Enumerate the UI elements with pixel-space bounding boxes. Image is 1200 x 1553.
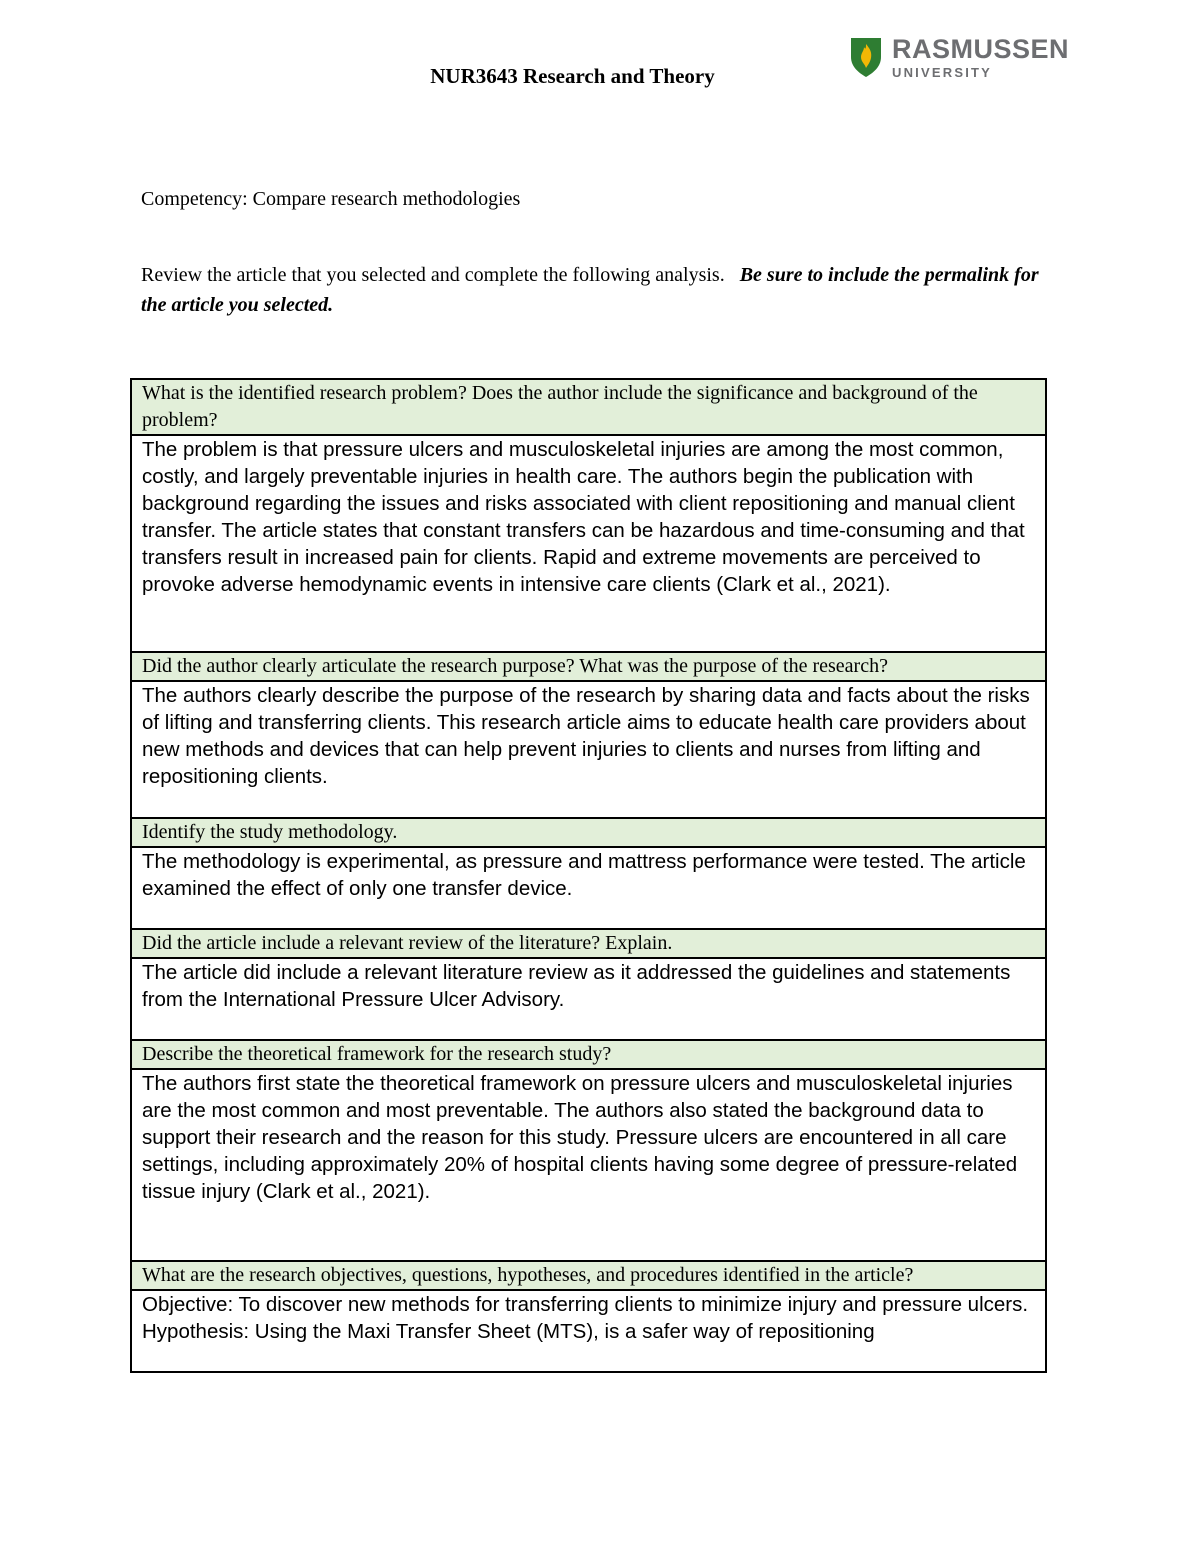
answer-cell (131, 1290, 1046, 1372)
table-row (131, 379, 1046, 435)
document-title: NUR3643 Research and Theory (430, 64, 715, 88)
question-cell: Did the author clearly articulate the research purpose? What was the purpose of the research? (131, 652, 1046, 681)
table-row (131, 958, 1046, 1040)
question-cell: Identify the study methodology. (131, 818, 1046, 847)
answer-cell: The authors clearly describe the purpose of the research by sharing data and facts about the risks of lifting and transferring clients. This research article aims to educate health care providers about new methods and devices that can help prevent injuries to clients and nurses from lifting and repositioning clients. (131, 681, 1046, 818)
table-row (131, 847, 1046, 929)
table-row (131, 1069, 1046, 1261)
logo-subtitle: UNIVERSITY (892, 64, 993, 80)
table-row (131, 1261, 1046, 1290)
answer-cell: The problem is that pressure ulcers and musculoskeletal injuries are among the most common, costly, and largely preventable injuries in health care. The authors begin the publication with background regarding the issues and risks associated with client repositioning and manual client transfer. The article states that constant transfers can be hazardous and time-consuming and that transfers result in increased pain for clients. Rapid and extreme movements are perceived to provoke adverse hemodynamic events in intensive care clients (Clark et al., 2021). (131, 435, 1046, 652)
shield-flame-icon (848, 35, 884, 79)
answer-cell: The authors first state the theoretical framework on pressure ulcers and musculoskeletal injuries are the most common and most preventable. The authors also stated the background data to support their research and the reason for this study. Pressure ulcers are encountered in all care settings, including approximately 20% of hospital clients having some degree of pressure-related tissue injury (Clark et al., 2021). (131, 1069, 1046, 1261)
answer-hypothesis: Hypothesis: Using the Maxi Transfer Sheet (MTS), is a safer way of repositioning (142, 1320, 875, 1343)
answer-objective: Objective: To discover new methods for transferring clients to minimize injury and pressure ulcers. (142, 1293, 1029, 1316)
answer-cell: The methodology is experimental, as pressure and mattress performance were tested. The article examined the effect of only one transfer device. (131, 847, 1046, 929)
table-row (131, 1290, 1046, 1372)
analysis-table (130, 378, 1047, 1373)
competency-line: Competency: Compare research methodologies (141, 188, 521, 210)
table-row (131, 818, 1046, 847)
instructions (141, 260, 1041, 320)
question-cell: Describe the theoretical framework for the research study? (131, 1040, 1046, 1069)
question-cell: Did the article include a relevant review of the literature? Explain. (131, 929, 1046, 958)
table-row (131, 929, 1046, 958)
logo-name: RASMUSSEN (892, 33, 1070, 64)
instructions-emphasis: Be sure to include the permalink for the article you selected. (141, 264, 1039, 316)
table-row (131, 1040, 1046, 1069)
question-cell: What are the research objectives, questions, hypotheses, and procedures identified in the article? (131, 1261, 1046, 1290)
university-logo (848, 35, 1069, 79)
table-row (131, 435, 1046, 652)
table-row (131, 681, 1046, 818)
instructions-text: Review the article that you selected and complete the following analysis. (141, 264, 725, 286)
question-cell: What is the identified research problem? Does the author include the significance and background of the problem? (131, 379, 1046, 435)
table-row (131, 652, 1046, 681)
answer-cell: The article did include a relevant literature review as it addressed the guidelines and statements from the International Pressure Ulcer Advisory. (131, 958, 1046, 1040)
